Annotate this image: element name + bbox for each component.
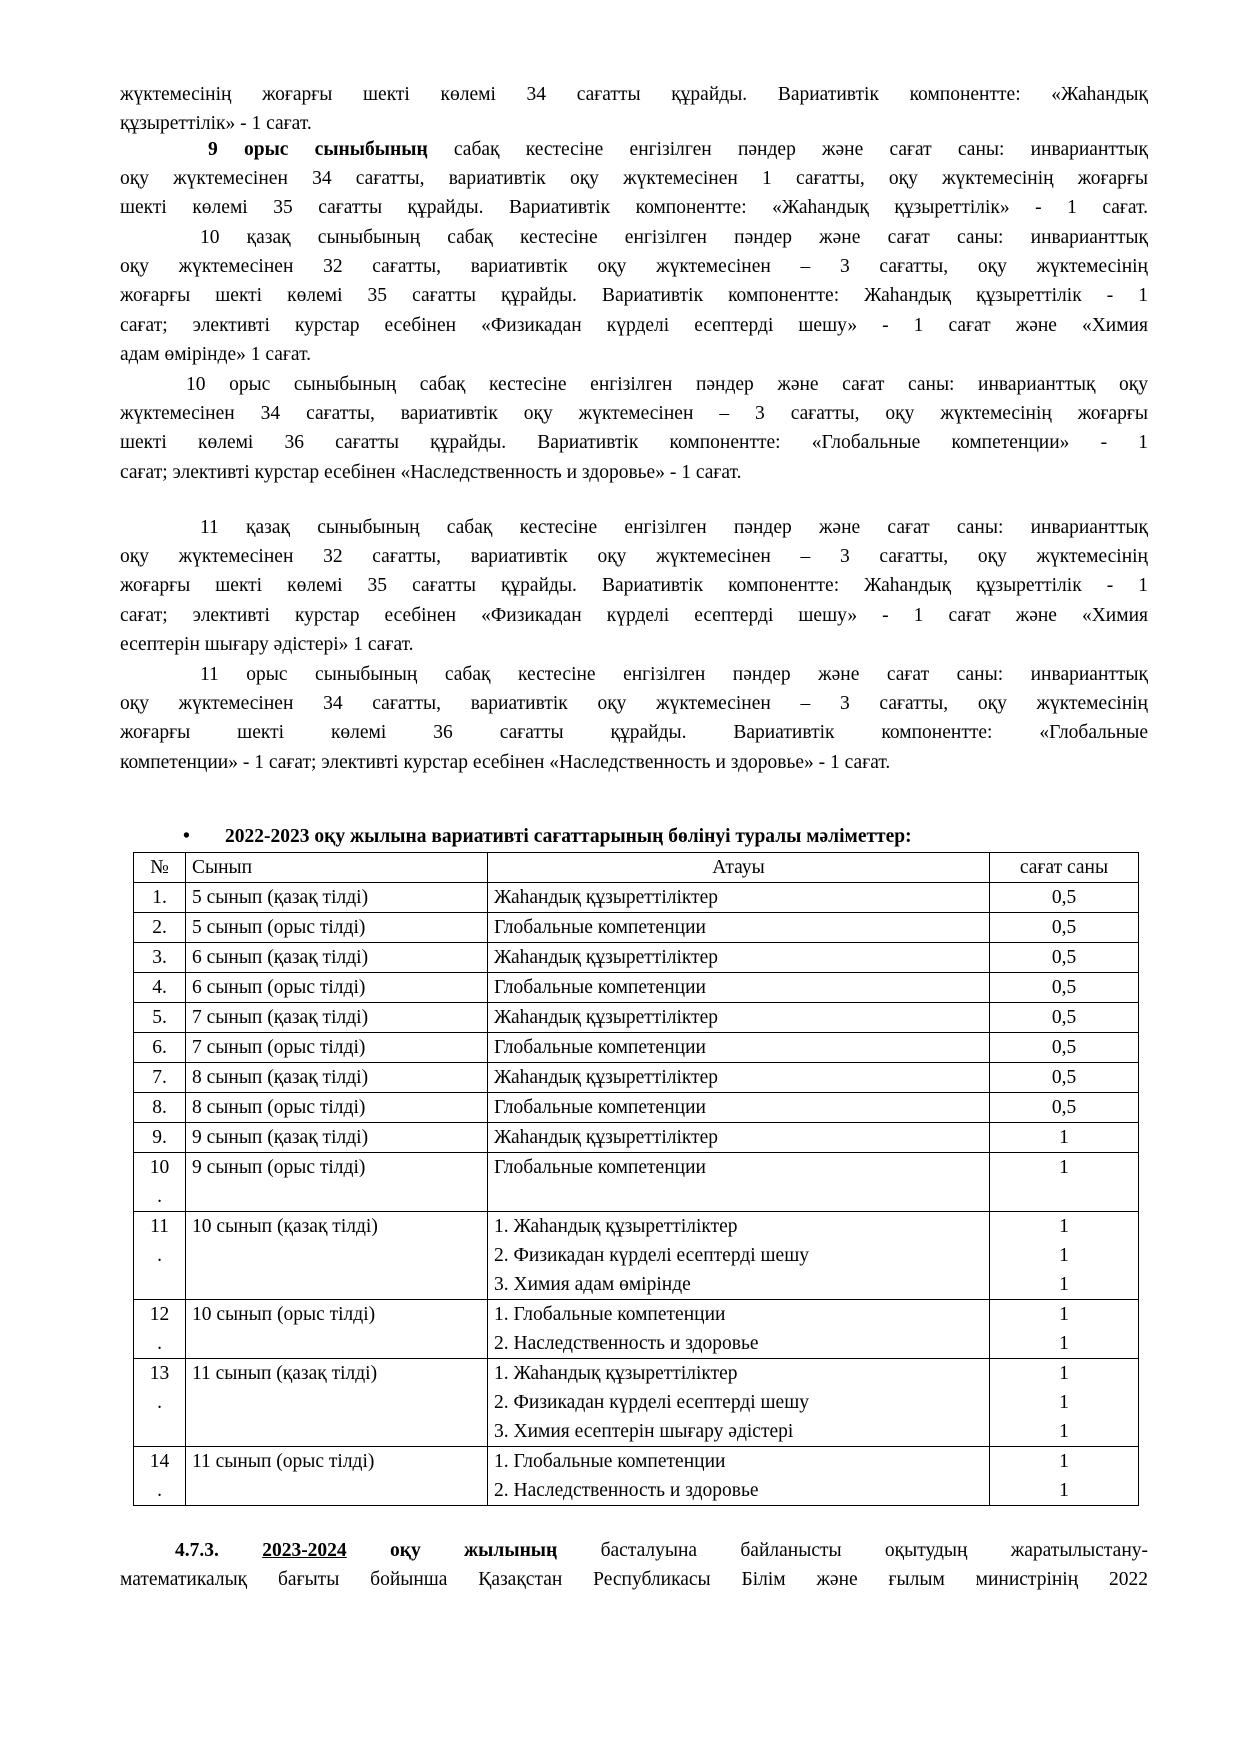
row-class: 9 сынып (орыс тілді): [186, 1153, 488, 1212]
row-subjects: [488, 973, 990, 1003]
subject-name: Жаһандық құзыреттіліктер: [494, 1067, 719, 1088]
subject-name: Глобальные компетенции: [494, 1037, 706, 1058]
variative-hours-table: [133, 852, 1139, 1506]
row-subjects: [488, 1063, 990, 1093]
row-hours: [990, 1003, 1139, 1033]
table-row: [134, 1153, 1139, 1212]
subject-name: 3. Химия адам өмірінде: [494, 1274, 691, 1295]
hours-value: 0,5: [1051, 1067, 1077, 1088]
text-line: оқу жүктемесінен 32 сағатты, вариативтік оқу жүктемесінен – 3 сағатты, оқу жүктемесінің: [120, 256, 1148, 278]
text-line: шекті көлемі 36 сағатты құрайды. Вариативтік компонентте: «Глобальные компетенции» - 1: [120, 432, 1148, 454]
text-line: [120, 135, 1148, 164]
text-line: 11 орыс сыныбының сабақ кестесіне енгізілген пәндер және сағат саны: инварианттық: [200, 664, 1148, 685]
row-subjects: [488, 1153, 990, 1212]
subject-name: 3. Химия есептерін шығару әдістері: [494, 1421, 794, 1442]
subject-name: 1. Жаһандық құзыреттіліктер: [494, 1363, 738, 1384]
paragraph-grade11-russian: [120, 660, 1148, 777]
subject-name: 2. Наследственность и здоровье: [494, 1480, 759, 1501]
hours-value: 0,5: [1051, 947, 1077, 968]
table-heading: [183, 826, 912, 848]
row-class: 11 сынып (орыс тілді): [186, 1447, 488, 1506]
row-subjects: [488, 1003, 990, 1033]
table-row: [134, 883, 1139, 913]
row-number-part: .: [157, 1480, 162, 1501]
hours-value: 1: [1059, 1216, 1069, 1237]
row-number-part: 12: [149, 1304, 170, 1325]
row-subjects: [488, 1093, 990, 1123]
row-class: 7 сынып (қазақ тілді): [186, 1003, 488, 1033]
table-header-row: [134, 853, 1139, 883]
header-class: Сынып: [186, 853, 488, 883]
row-number: 8.: [134, 1093, 186, 1123]
hours-value: 1: [1059, 1245, 1069, 1266]
table-row: [134, 1212, 1139, 1300]
text-line: шекті көлемі 35 сағатты құрайды. Вариативтік компонентте: «Жаһандық құзыреттілік» - 1 сағат.: [120, 197, 1148, 219]
row-subjects: [488, 883, 990, 913]
row-hours: [990, 913, 1139, 943]
row-hours: [990, 973, 1139, 1003]
row-hours: [990, 943, 1139, 973]
row-number: 1.: [134, 883, 186, 913]
row-hours: [990, 1033, 1139, 1063]
text-line: 10 қазақ сыныбының сабақ кестесіне енгізілген пәндер және сағат саны: инварианттық: [200, 227, 1148, 248]
heading-text: 2022-2023 оқу жылына вариативті сағаттарының бөлінуі туралы мәліметтер:: [225, 826, 912, 847]
row-hours: [990, 1300, 1139, 1359]
section-number: 4.7.3.: [175, 1540, 219, 1561]
table-row: [134, 1033, 1139, 1063]
table-row: [134, 973, 1139, 1003]
row-number-part: 11: [150, 1216, 169, 1237]
row-number: [134, 1212, 186, 1300]
subject-name: Глобальные компетенции: [494, 917, 706, 938]
row-class: 10 сынып (орыс тілді): [186, 1300, 488, 1359]
row-number: [134, 1447, 186, 1506]
row-class: 6 сынып (орыс тілді): [186, 973, 488, 1003]
row-class: 9 сынып (қазақ тілді): [186, 1123, 488, 1153]
row-number-part: .: [157, 1392, 162, 1413]
table-body: [134, 883, 1139, 1506]
row-class: 8 сынып (қазақ тілді): [186, 1063, 488, 1093]
table-row: [134, 913, 1139, 943]
text-line: оқу жүктемесінен 32 сағатты, вариативтік оқу жүктемесінен – 3 сағатты, оқу жүктемесінің: [120, 546, 1148, 568]
text-line: жүктемесінен 34 сағатты, вариативтік оқу жүктемесінен – 3 сағатты, оқу жүктемесінің жоғарғы: [120, 403, 1148, 425]
row-number: 6.: [134, 1033, 186, 1063]
hours-value: 1: [1059, 1157, 1069, 1178]
row-subjects: [488, 1359, 990, 1447]
row-class: 10 сынып (қазақ тілді): [186, 1212, 488, 1300]
row-subjects: [488, 1300, 990, 1359]
hours-value: 1: [1059, 1304, 1069, 1325]
text-line: жүктемесінің жоғарғы шекті көлемі 34 сағатты құрайды. Вариативтік компонентте: «Жаһандық: [120, 84, 1148, 105]
hours-value: 1: [1059, 1480, 1069, 1501]
hours-value: 0,5: [1051, 1007, 1077, 1028]
text-line: оқу жүктемесінен 34 сағатты, вариативтік оқу жүктемесінен – 3 сағатты, оқу жүктемесінің: [120, 693, 1148, 715]
hours-value: 0,5: [1051, 1037, 1077, 1058]
hours-value: 1: [1059, 1333, 1069, 1354]
text-line: 10 орыс сыныбының сабақ кестесіне енгізілген пәндер және сағат саны: инварианттық оқу: [186, 374, 1148, 395]
text-line: есептерін шығару әдістері» 1 сағат.: [120, 633, 414, 655]
row-number: 7.: [134, 1063, 186, 1093]
header-number: №: [134, 853, 186, 883]
row-number-part: 10: [149, 1157, 170, 1178]
subject-name: 2. Наследственность и здоровье: [494, 1333, 759, 1354]
table-row: [134, 1003, 1139, 1033]
paragraph-grade9-russian: [120, 135, 1148, 223]
table-row: [134, 943, 1139, 973]
row-hours: [990, 1123, 1139, 1153]
hours-value: 0,5: [1051, 887, 1077, 908]
row-number: [134, 1359, 186, 1447]
row-number: 2.: [134, 913, 186, 943]
hours-value: 1: [1059, 1392, 1069, 1413]
subject-name: 1. Глобальные компетенции: [494, 1304, 726, 1325]
row-subjects: [488, 913, 990, 943]
row-number: 9.: [134, 1123, 186, 1153]
row-subjects: [488, 1447, 990, 1506]
row-number-part: .: [157, 1333, 162, 1354]
text-line: сағат; элективті курстар есебінен «Физикадан күрделі есептерді шешу» - 1 сағат және «Химия: [120, 604, 1148, 626]
bold-lead: 9 орыс сыныбының: [208, 139, 428, 160]
subject-name: Жаһандық құзыреттіліктер: [494, 887, 719, 908]
row-number-part: 13: [149, 1363, 170, 1384]
text-line: жоғарғы шекті көлемі 36 сағатты құрайды. Вариативтік компонентте: «Глобальные: [120, 722, 1148, 744]
text-line: жоғарғы шекті көлемі 35 сағатты құрайды. Вариативтік компонентте: Жаһандық құзыреттілік - 1: [120, 285, 1148, 307]
table-row: [134, 1359, 1139, 1447]
row-number: 4.: [134, 973, 186, 1003]
subject-name: Жаһандық құзыреттіліктер: [494, 947, 719, 968]
table-row: [134, 1063, 1139, 1093]
row-number-part: .: [157, 1245, 162, 1266]
section-phrase: оқу жылының: [390, 1540, 558, 1561]
row-class: 11 сынып (қазақ тілді): [186, 1359, 488, 1447]
text-line: адам өмірінде» 1 сағат.: [120, 343, 312, 365]
text-run: сабақ кестесіне енгізілген пәндер және сағат саны: инварианттық: [427, 139, 1148, 160]
row-number: 3.: [134, 943, 186, 973]
text-line: 11 қазақ сыныбының сабақ кестесіне енгізілген пәндер және сағат саны: инварианттық: [200, 517, 1148, 538]
row-class: 6 сынып (қазақ тілді): [186, 943, 488, 973]
row-hours: [990, 1359, 1139, 1447]
hours-value: 0,5: [1051, 977, 1077, 998]
row-class: 5 сынып (қазақ тілді): [186, 883, 488, 913]
text-line: сағат; элективті курстар есебінен «Физикадан күрделі есептерді шешу» - 1 сағат және «Химия: [120, 314, 1148, 336]
hours-value: 0,5: [1051, 917, 1077, 938]
subject-name: Жаһандық құзыреттіліктер: [494, 1007, 719, 1028]
hours-value: 1: [1059, 1421, 1069, 1442]
paragraph-continuation: [120, 80, 1148, 138]
text-line: сағат; элективті курстар есебінен «Наследственность и здоровье» - 1 сағат.: [120, 461, 742, 483]
hours-value: 1: [1059, 1363, 1069, 1384]
subject-name: Глобальные компетенции: [494, 1157, 706, 1178]
section-4-7-3: [120, 1536, 1148, 1594]
row-number-part: .: [157, 1186, 162, 1207]
row-hours: [990, 1212, 1139, 1300]
row-hours: [990, 1063, 1139, 1093]
row-hours: [990, 1093, 1139, 1123]
subject-name: 2. Физикадан күрделі есептерді шешу: [494, 1392, 809, 1413]
row-hours: [990, 1153, 1139, 1212]
hours-value: 0,5: [1051, 1097, 1077, 1118]
subject-name: 2. Физикадан күрделі есептерді шешу: [494, 1245, 809, 1266]
text-line: оқу жүктемесінен 34 сағатты, вариативтік оқу жүктемесінен 1 сағатты, оқу жүктемесінің жоғарғы: [120, 168, 1148, 190]
row-subjects: [488, 1033, 990, 1063]
row-number: 5.: [134, 1003, 186, 1033]
subject-name: Жаһандық құзыреттіліктер: [494, 1127, 719, 1148]
row-class: 5 сынып (орыс тілді): [186, 913, 488, 943]
paragraph-grade10-kazakh: [120, 223, 1148, 369]
subject-name: 1. Жаһандық құзыреттіліктер: [494, 1216, 738, 1237]
subject-name: Глобальные компетенции: [494, 1097, 706, 1118]
header-name: Атауы: [488, 853, 990, 883]
row-hours: [990, 883, 1139, 913]
paragraph-grade10-russian: [120, 370, 1148, 487]
subject-name: Глобальные компетенции: [494, 977, 706, 998]
hours-value: 1: [1059, 1451, 1069, 1472]
row-subjects: [488, 1123, 990, 1153]
text-line: [120, 1536, 1148, 1565]
row-number: [134, 1300, 186, 1359]
bullet-icon: •: [183, 826, 190, 847]
subject-name: 1. Глобальные компетенции: [494, 1451, 726, 1472]
text-line: жоғарғы шекті көлемі 35 сағатты құрайды. Вариативтік компонентте: Жаһандық құзыреттілік - 1: [120, 575, 1148, 597]
row-hours: [990, 1447, 1139, 1506]
row-class: 8 сынып (орыс тілді): [186, 1093, 488, 1123]
paragraph-grade11-kazakh: [120, 513, 1148, 659]
table-row: [134, 1447, 1139, 1506]
table-row: [134, 1123, 1139, 1153]
row-subjects: [488, 1212, 990, 1300]
text-line: математикалық бағыты бойынша Қазақстан Республикасы Білім және ғылым министрінің 2022: [120, 1569, 1148, 1591]
row-number-part: 14: [149, 1451, 170, 1472]
row-class: 7 сынып (орыс тілді): [186, 1033, 488, 1063]
text-run: басталуына байланысты оқытудың жаратылыстану-: [557, 1540, 1148, 1561]
table-row: [134, 1300, 1139, 1359]
row-number: [134, 1153, 186, 1212]
hours-value: 1: [1059, 1127, 1069, 1148]
table-row: [134, 1093, 1139, 1123]
text-line: құзыреттілік» - 1 сағат.: [120, 113, 312, 135]
row-subjects: [488, 943, 990, 973]
section-year: 2023-2024: [262, 1540, 347, 1561]
header-hours: сағат саны: [990, 853, 1139, 883]
text-line: компетенции» - 1 сағат; элективті курстар есебінен «Наследственность и здоровье» - 1 сағат.: [120, 751, 891, 773]
hours-value: 1: [1059, 1274, 1069, 1295]
